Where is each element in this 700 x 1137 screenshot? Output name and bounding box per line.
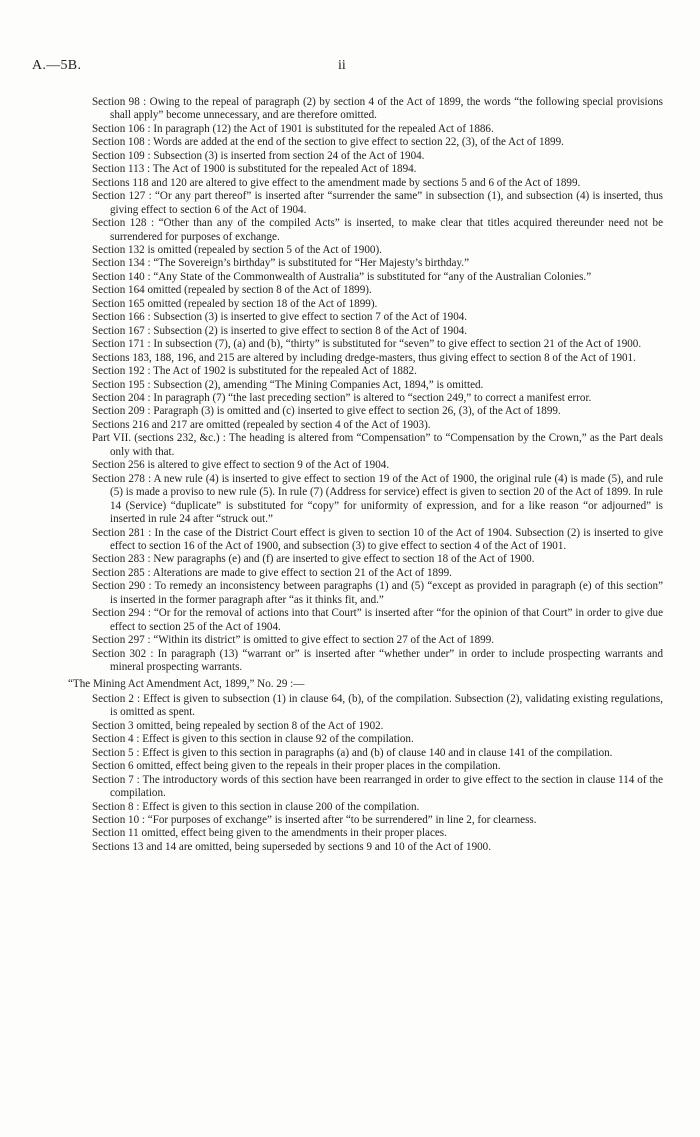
page-header [0,58,700,78]
note-entry: Section 134 : “The Sovereign’s birthday” is substituted for “Her Majesty’s birthday.” [92,257,470,270]
note-entry: Section 10 : “For purposes of exchange” is inserted after “to be surrendered” in line 2, for clearness. [92,814,537,827]
note-entry: Section 109 : Subsection (3) is inserted from section 24 of the Act of 1904. [92,149,425,162]
note-entry: Section 290 : To remedy an inconsistency between paragraphs (1) and (5) “except as provided in paragraph (e) of this section” is inserted in the former paragraph after “as it thinks fit, and.” [92,580,663,606]
note-entry: Sections 13 and 14 are omitted, being superseded by sections 9 and 10 of the Act of 1900. [92,840,491,853]
note-entry: Sections 183, 188, 196, and 215 are altered by including dredge-masters, thus giving effect to section 8 of the Act of 1901. [92,351,636,364]
note-entry: Section 171 : In subsection (7), (a) and (b), “thirty” is substituted for “seven” to give effect to section 21 of the Act of 1900. [92,338,642,351]
note-entry: Part VII. (sections 232, &c.) : The heading is altered from “Compensation” to “Compensation by the Crown,” as the Part deals only with that. [92,432,663,458]
note-entry: Section 285 : Alterations are made to give effect to section 21 of the Act of 1899. [92,566,452,579]
amendment-notes-list [92,96,663,674]
note-entry: Section 281 : In the case of the District Court effect is given to section 10 of the Act of 1904. Subsection (2) is inserted to give effect to section 16 of the Act of 1900, and subsection (3) to give effect to section 4 of the Act of 1901. [92,526,663,552]
note-entry: Section 283 : New paragraphs (e) and (f) are inserted to give effect to section 18 of the Act of 1900. [92,553,535,566]
note-entry: Section 5 : Effect is given to this section in paragraphs (a) and (b) of clause 140 and in clause 141 of the compilation. [92,746,613,759]
document-body [68,96,663,854]
note-entry: Section 98 : Owing to the repeal of paragraph (2) by section 4 of the Act of 1899, the words “the following special provisions shall apply” become unnecessary, and are therefore omitted. [92,96,663,122]
note-entry: Section 204 : In paragraph (7) “the last preceding section” is altered to “section 249,” to correct a manifest error. [92,391,592,404]
note-entry: Section 209 : Paragraph (3) is omitted and (c) inserted to give effect to section 26, (3), of the Act of 1899. [92,405,561,418]
note-entry: Section 3 omitted, being repealed by section 8 of the Act of 1902. [92,719,384,732]
note-entry: Section 165 omitted (repealed by section 18 of the Act of 1899). [92,297,378,310]
note-entry: Section 127 : “Or any part thereof” is inserted after “surrender the same” in subsection (1), and subsection (4) is inserted, thus giving effect to section 6 of the Act of 1904. [92,190,663,216]
note-entry: Section 2 : Effect is given to subsection (1) in clause 64, (b), of the compilation. Subsection (2), validating existing regulations, is omitted as spent. [92,692,663,719]
note-entry: Section 8 : Effect is given to this section in clause 200 of the compilation. [92,800,420,813]
note-entry: Section 297 : “Within its district” is omitted to give effect to section 27 of the Act of 1899. [92,634,495,647]
act-heading: “The Mining Act Amendment Act, 1899,” No. 29 :— [68,678,305,691]
note-entry: Section 167 : Subsection (2) is inserted to give effect to section 8 of the Act of 1904. [92,324,468,337]
note-entry: Section 302 : In paragraph (13) “warrant or” is inserted after “whether under” in order to include prospecting warrants and mineral prospecting warrants. [92,647,663,674]
note-entry: Section 11 omitted, effect being given to the amendments in their proper places. [92,827,447,840]
note-entry: Section 140 : “Any State of the Commonwealth of Australia” is substituted for “any of the Australian Colonies.” [92,270,592,283]
page-number: ii [338,58,346,73]
note-entry: Section 108 : Words are added at the end of the section to give effect to section 22, (3), of the Act of 1899. [92,136,564,149]
document-reference: A.—5B. [32,58,82,73]
note-entry: Section 192 : The Act of 1902 is substituted for the repealed Act of 1882. [92,365,417,378]
note-entry: Section 195 : Subsection (2), amending “The Mining Companies Act, 1894,” is omitted. [92,378,484,391]
note-entry: Section 4 : Effect is given to this section in clause 92 of the compilation. [92,733,414,746]
note-entry: Sections 118 and 120 are altered to give effect to the amendment made by sections 5 and 6 of the Act of 1899. [92,176,581,189]
note-entry: Section 113 : The Act of 1900 is substituted for the repealed Act of 1894. [92,163,417,176]
note-entry: Section 164 omitted (repealed by section 8 of the Act of 1899). [92,284,372,297]
note-entry: Section 256 is altered to give effect to section 9 of the Act of 1904. [92,459,390,472]
note-entry: Section 278 : A new rule (4) is inserted to give effect to section 19 of the Act of 1900, the original rule (4) is made (5), and rule (5) is made a proviso to new rule (5). In rule (7) (Address for service) effect is given to section 20 of the Act of 1899. In rule 14 (Service) “duplicate” is substituted for “copy” for uniformity of expression, and for a like reason “or adjourned” is inserted in rule 24 after “struck out.” [92,472,663,526]
note-entry: Section 7 : The introductory words of this section have been rearranged in order to give effect to the section in clause 114 of the compilation. [92,773,663,800]
note-entry: Section 6 omitted, effect being given to the repeals in their proper places in the compilation. [92,760,501,773]
note-entry: Section 128 : “Other than any of the compiled Acts” is inserted, to make clear that titles acquired thereunder need not be surrendered for purposes of exchange. [92,217,663,243]
note-entry: Section 166 : Subsection (3) is inserted to give effect to section 7 of the Act of 1904. [92,311,468,324]
note-entry: Sections 216 and 217 are omitted (repealed by section 4 of the Act of 1903). [92,418,431,431]
note-entry: Section 106 : In paragraph (12) the Act of 1901 is substituted for the repealed Act of 1886. [92,122,494,135]
act-1899-notes-list [92,693,663,854]
note-entry: Section 294 : “Or for the removal of actions into that Court” is inserted after “for the opinion of that Court” in order to give due effect to section 25 of the Act of 1904. [92,607,663,633]
note-entry: Section 132 is omitted (repealed by section 5 of the Act of 1900). [92,243,382,256]
